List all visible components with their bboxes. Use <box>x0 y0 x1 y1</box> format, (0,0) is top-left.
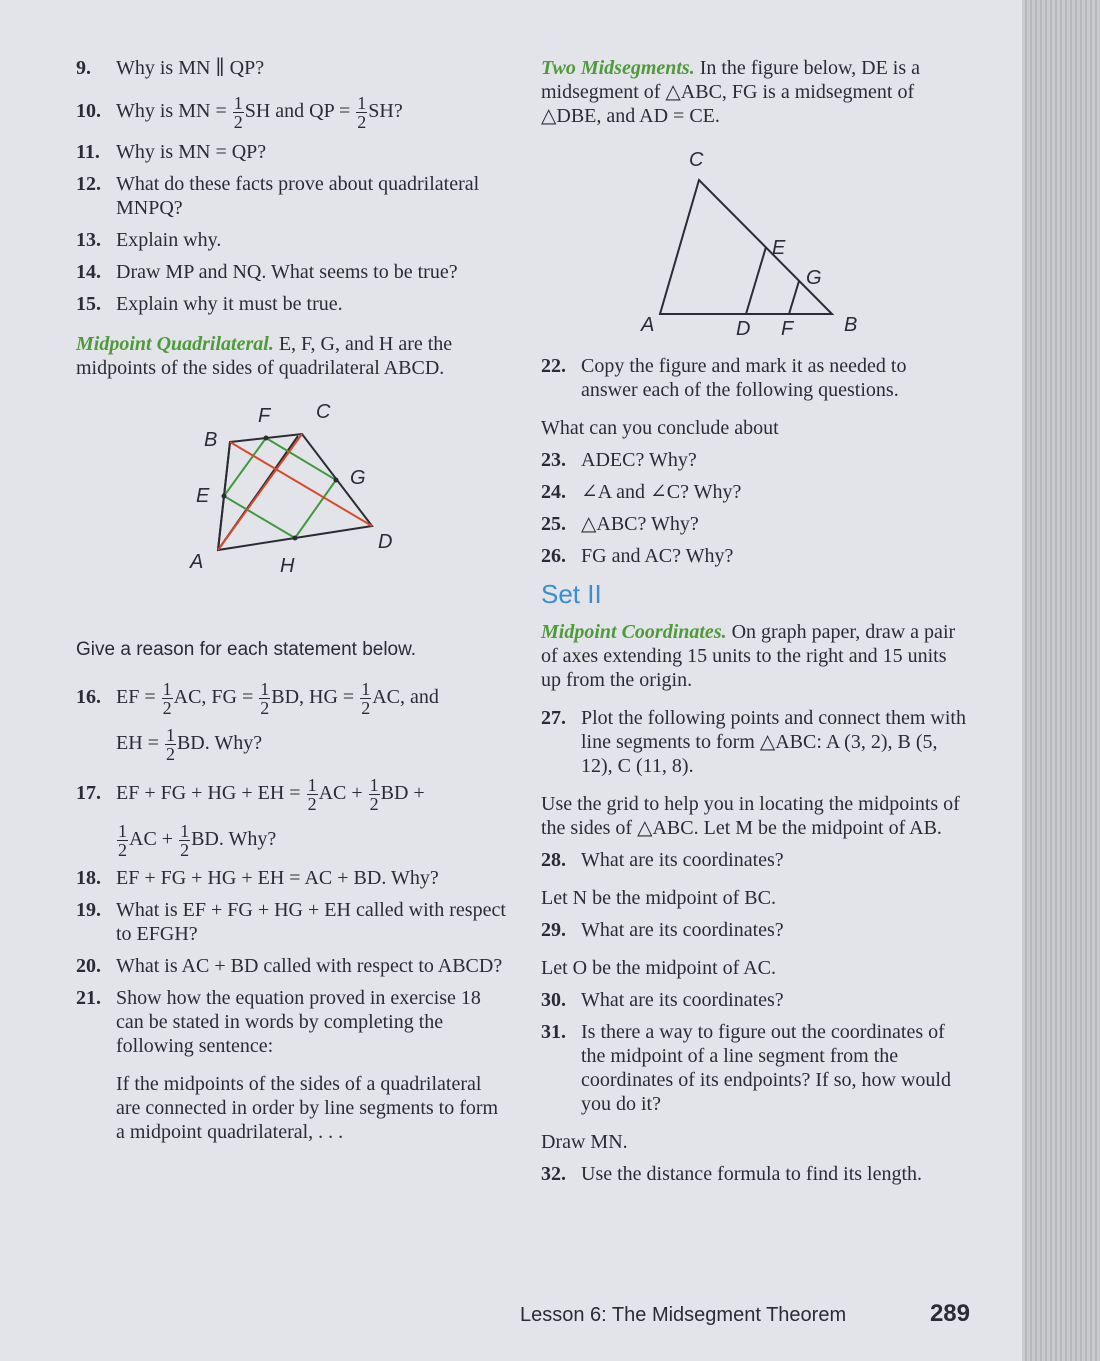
vertex-label-a: A <box>190 551 204 573</box>
exercise-31: 31. Is there a way to figure out the coordinates of the midpoint of a line segment from the coordinates of its endpoints? If so, how would you do it? <box>541 1021 951 1115</box>
exercise-16: 16. EF = $\frac{1}{2}$ AC, FG = $\frac{1}{2}$ BD, HG = $\frac{1}{2}$ AC, and EH = $\frac{1}{2}$ BD. Why? <box>76 678 439 764</box>
reason-instruction: Give a reason for each statement below. <box>76 639 417 660</box>
exercise-11: 11. Why is MN = QP? <box>76 141 267 163</box>
vertex-label-g: G <box>806 267 822 289</box>
exercise-15: 15. Explain why it must be true. <box>76 293 343 315</box>
exercise-19: 19. What is EF + FG + HG + EH called with respect to EFGH? <box>76 899 506 945</box>
set-title: Set II <box>541 579 602 609</box>
exercise-21-sentence: If the midpoints of the sides of a quadrilateral are connected in order by line segments to form a midpoint quadrilateral, . . . <box>116 1073 499 1143</box>
page-footer <box>520 1300 970 1327</box>
exercise-22: 22. Copy the figure and mark it as needed to answer each of the following questions. <box>541 355 907 401</box>
exercise-28: 28. What are its coordinates? <box>541 849 784 871</box>
vertex-label-d: D <box>736 318 751 336</box>
exercise-24: 24. ∠A and ∠C? Why? <box>541 481 742 503</box>
exercise-9: 9. Why is MN ∥ QP? <box>76 57 265 79</box>
fraction: $\frac{1}{2}$ <box>233 92 243 132</box>
exercise-29: 29. What are its coordinates? <box>541 919 784 941</box>
let-n-text: Let N be the midpoint of BC. <box>541 887 776 909</box>
vertex-label-d: D <box>378 531 393 553</box>
exercise-10: 10. Why is MN = $\frac{1}{2}$ SH and QP = $\frac{1}{2}$ SH? <box>76 92 403 132</box>
let-o-text: Let O be the midpoint of AC. <box>541 957 776 979</box>
midpoint-coordinates-intro: Midpoint Coordinates. On graph paper, draw a pair of axes extending 15 units to the right and 15 units up from the origin. <box>541 621 956 691</box>
grid-instruction: Use the grid to help you in locating the midpoints of the sides of △ABC. Let M be the midpoint of AB. <box>541 793 960 839</box>
exercise-27: 27. Plot the following points and connect them with line segments to form △ABC: A (3, 2), B (5, 12), C (11, 8). <box>541 707 966 777</box>
exercise-12: 12. What do these facts prove about quadrilateral MNPQ? <box>76 173 480 219</box>
exercise-18: 18. EF + FG + HG + EH = AC + BD. Why? <box>76 867 439 889</box>
lesson-title: Lesson 6: The Midsegment Theorem <box>520 1304 847 1326</box>
section-heading: Two Midsegments. <box>541 57 695 79</box>
exercise-13: 13. Explain why. <box>76 229 222 251</box>
fraction: $\frac{1}{2}$ <box>260 678 270 718</box>
vertex-label-f: F <box>258 405 271 427</box>
vertex-label-b: B <box>204 429 218 451</box>
exercise-20: 20. What is AC + BD called with respect to ABCD? <box>76 955 503 977</box>
quadrilateral-figure <box>76 388 508 638</box>
section-heading: Midpoint Quadrilateral. <box>76 333 274 355</box>
fraction: $\frac{1}{2}$ <box>118 820 127 860</box>
exercise-14: 14. Draw MP and NQ. What seems to be true? <box>76 261 458 283</box>
exercise-30: 30. What are its coordinates? <box>541 989 784 1011</box>
triangle-figure <box>541 136 966 336</box>
section-heading: Midpoint Coordinates. <box>541 621 727 643</box>
exercise-26: 26. FG and AC? Why? <box>541 545 734 567</box>
two-midsegments-intro: Two Midsegments. In the figure below, DE is a midsegment of △ABC, FG is a midsegment of △DBE, and AD = CE. <box>541 57 921 127</box>
left-column <box>76 56 508 1152</box>
midpoint-quadrilateral-intro: Midpoint Quadrilateral. E, F, G, and H are the midpoints of the sides of quadrilateral ABCD. <box>76 333 453 379</box>
vertex-label-h: H <box>280 555 295 577</box>
fraction: $\frac{1}{2}$ <box>369 774 379 814</box>
vertex-label-f: F <box>781 318 794 336</box>
exercise-25: 25. △ABC? Why? <box>541 513 699 535</box>
vertex-label-e: E <box>772 237 786 259</box>
vertex-label-c: C <box>689 149 704 171</box>
vertex-label-a: A <box>641 314 655 336</box>
conclude-prompt: What can you conclude about <box>541 417 779 439</box>
right-column <box>541 56 966 1194</box>
exercise-21: 21. Show how the equation proved in exercise 18 can be stated in words by completing the following sentence: <box>76 987 481 1057</box>
draw-mn-text: Draw MN. <box>541 1131 628 1153</box>
fraction: $\frac{1}{2}$ <box>307 774 317 814</box>
vertex-label-b: B <box>844 314 858 336</box>
page-edge <box>1022 0 1100 1361</box>
vertex-label-e: E <box>196 485 210 507</box>
exercise-32: 32. Use the distance formula to find its length. <box>541 1163 923 1185</box>
exercise-23: 23. ADEC? Why? <box>541 449 697 471</box>
fraction: $\frac{1}{2}$ <box>162 678 172 718</box>
vertex-label-c: C <box>316 401 331 423</box>
vertex-label-g: G <box>350 467 366 489</box>
fraction: $\frac{1}{2}$ <box>180 820 190 860</box>
exercise-17: 17. EF + FG + HG + EH = $\frac{1}{2}$ AC + $\frac{1}{2}$ BD + $\frac{1}{2}$ AC + $\frac{1}{2}$ BD. Why? <box>76 774 425 860</box>
fraction: $\frac{1}{2}$ <box>361 678 371 718</box>
page-number: 289 <box>929 1300 970 1327</box>
fraction: $\frac{1}{2}$ <box>357 92 367 132</box>
fraction: $\frac{1}{2}$ <box>165 724 175 764</box>
